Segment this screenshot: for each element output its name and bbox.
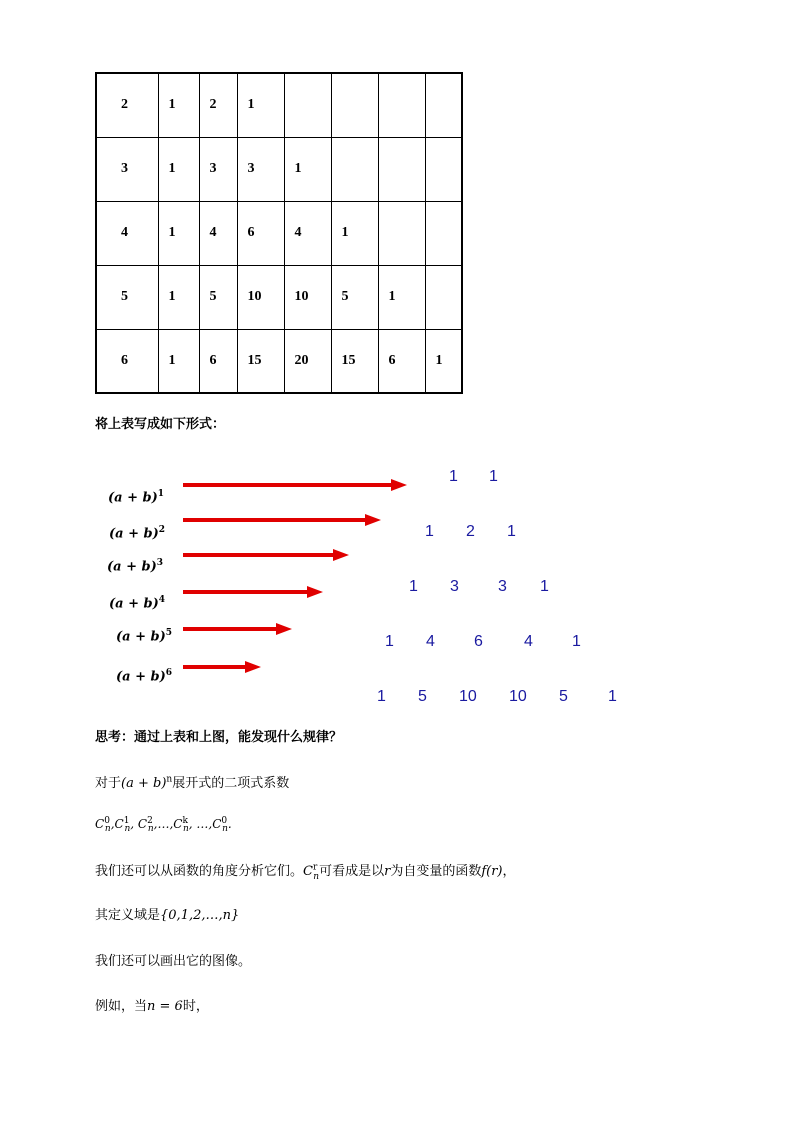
table-cell: 6 [96, 329, 158, 393]
table-cell [331, 137, 378, 201]
expression-base: (a + b) [116, 629, 166, 645]
triangle-number: 4 [524, 633, 533, 650]
arrow-head [245, 661, 261, 673]
triangle-number: 1 [540, 578, 549, 595]
table-cell: 5 [199, 265, 237, 329]
triangle-number: 1 [409, 578, 418, 595]
table-row [96, 73, 462, 137]
table-cell: 1 [425, 329, 462, 393]
table-cell: 1 [158, 329, 199, 393]
triangle-number: 1 [449, 468, 458, 485]
expression-1 [108, 489, 164, 505]
binom-intro-pre: 对于 [95, 776, 122, 791]
table-row [96, 329, 462, 393]
table-cell: 1 [237, 73, 284, 137]
triangle-number: 3 [450, 578, 459, 595]
table-cell [331, 73, 378, 137]
table-cell: 1 [158, 265, 199, 329]
table-cell: 2 [96, 73, 158, 137]
table-cell: 1 [158, 73, 199, 137]
arrow-shaft [183, 553, 335, 557]
triangle-number: 5 [418, 688, 427, 705]
table-cell: 3 [199, 137, 237, 201]
analyze-text [95, 860, 516, 882]
expression-base: (a + b) [109, 526, 159, 542]
example-text [95, 995, 209, 1014]
table-cell: 10 [284, 265, 331, 329]
expression-base: (a + b) [107, 559, 157, 575]
triangle-number: 2 [466, 523, 475, 540]
table-cell: 4 [284, 201, 331, 265]
table-cell [284, 73, 331, 137]
analyze-mid2: 为自变量的函数 [390, 864, 482, 879]
expression-base: (a + b) [116, 669, 166, 685]
table-cell: 6 [237, 201, 284, 265]
arrow-shaft [183, 590, 309, 594]
expression-3 [107, 558, 163, 574]
table-cell [425, 137, 462, 201]
arrow-shaft [183, 518, 367, 522]
binom-intro-expr: (a + b) [121, 776, 167, 791]
binom-intro-sup: n [166, 774, 173, 785]
triangle-number: 1 [572, 633, 581, 650]
table-cell: 1 [158, 201, 199, 265]
arrow-head [307, 586, 323, 598]
table-cell [425, 265, 462, 329]
coeff-c2: $C^2_n,\dots$, [137, 816, 174, 835]
coefficient-table [95, 72, 463, 394]
table-cell: 15 [331, 329, 378, 393]
table-row [96, 137, 462, 201]
expression-exponent: 1 [157, 489, 165, 499]
domain-pre: 其定义域是 [95, 908, 161, 923]
table-cell: 6 [378, 329, 425, 393]
table-cell: 20 [284, 329, 331, 393]
triangle-number: 1 [489, 468, 498, 485]
coeff-ck: $C^k_n$, [173, 816, 193, 835]
table-cell: 1 [331, 201, 378, 265]
table-cell [378, 201, 425, 265]
arrow-head [391, 479, 407, 491]
domain-set: {0,1,2,…,n} [160, 908, 240, 923]
triangle-number: 6 [474, 633, 483, 650]
table-cell: 3 [237, 137, 284, 201]
arrow-head [276, 623, 292, 635]
triangle-number: 1 [425, 523, 434, 540]
coefficient-list [95, 816, 232, 834]
table-cell: 4 [96, 201, 158, 265]
table-cell: 4 [199, 201, 237, 265]
analyze-ckn: $C^r_n$ [303, 862, 320, 882]
triangle-number: 10 [459, 688, 477, 705]
coeff-c1: $C^1_n$, [114, 816, 135, 835]
expression-exponent: 3 [156, 558, 164, 568]
arrow-shaft [183, 627, 278, 631]
coeff-cn: $\dots,C^0_n$. [196, 816, 232, 835]
table-row [96, 201, 462, 265]
domain-text [95, 904, 239, 923]
table-cell [425, 73, 462, 137]
table-cell: 6 [199, 329, 237, 393]
analyze-pre: 我们还可以从函数的角度分析它们。 [95, 864, 304, 879]
triangle-number: 1 [377, 688, 386, 705]
table-cell: 3 [96, 137, 158, 201]
triangle-number: 1 [385, 633, 394, 650]
arrow-head [333, 549, 349, 561]
arrow-shaft [183, 665, 247, 669]
table-cell [378, 73, 425, 137]
table-cell: 15 [237, 329, 284, 393]
table-cell: 1 [284, 137, 331, 201]
analyze-r: r [384, 864, 391, 879]
caption: 将上表写成如下形式： [95, 417, 226, 432]
table-cell: 5 [96, 265, 158, 329]
table-cell: 5 [331, 265, 378, 329]
table-row [96, 265, 462, 329]
expression-base: (a + b) [108, 490, 158, 506]
table-cell [425, 201, 462, 265]
expression-4 [109, 595, 165, 611]
binom-intro [95, 772, 289, 791]
expression-exponent: 4 [158, 595, 166, 605]
example-post: 时， [182, 999, 209, 1014]
coeff-c0: $C^0_n$, [95, 816, 115, 835]
analyze-post: ， [502, 864, 516, 879]
expression-5 [116, 628, 172, 644]
expression-6 [116, 668, 172, 684]
table-cell: 10 [237, 265, 284, 329]
think-question: 思考：通过上表和上图，能发现什么规律？ [95, 730, 343, 745]
arrow-shaft [183, 483, 393, 487]
expression-exponent: 5 [165, 628, 173, 638]
example-pre: 例如，当 [95, 999, 148, 1014]
triangle-number: 1 [608, 688, 617, 705]
triangle-number: 5 [559, 688, 568, 705]
analyze-func: f(r) [481, 864, 503, 879]
triangle-number: 4 [426, 633, 435, 650]
table-cell [378, 137, 425, 201]
expression-exponent: 2 [158, 525, 166, 535]
expression-2 [109, 525, 165, 541]
binom-intro-post: 展开式的二项式系数 [172, 776, 290, 791]
expression-base: (a + b) [109, 596, 159, 612]
example-eq: n = 6 [147, 999, 183, 1014]
draw-text: 我们还可以画出它的图像。 [95, 954, 252, 969]
analyze-mid1: 可看成是以 [319, 864, 385, 879]
triangle-number: 10 [509, 688, 527, 705]
expression-exponent: 6 [165, 668, 173, 678]
table-cell: 2 [199, 73, 237, 137]
table-cell: 1 [158, 137, 199, 201]
arrow-head [365, 514, 381, 526]
triangle-number: 1 [507, 523, 516, 540]
triangle-number: 3 [498, 578, 507, 595]
table-cell: 1 [378, 265, 425, 329]
